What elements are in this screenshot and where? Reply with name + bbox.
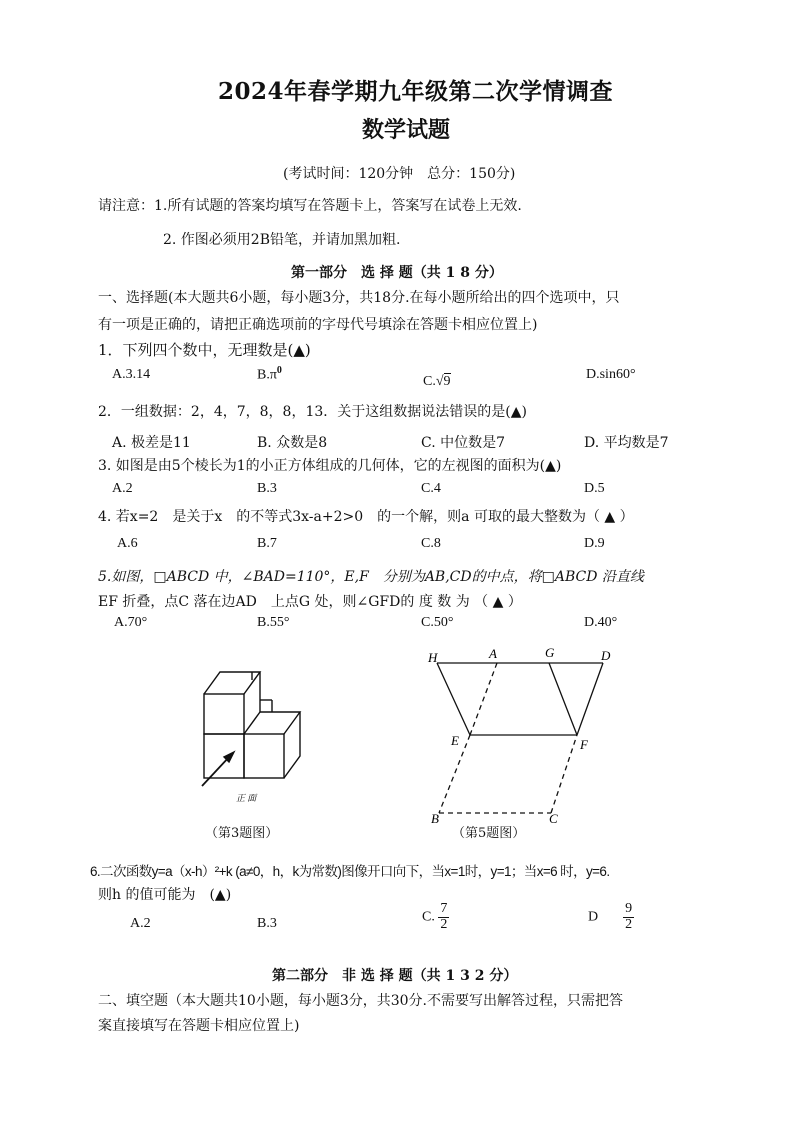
cube-face-bottom-left bbox=[204, 734, 244, 778]
q6-stem-line2: 则h 的值可能为 (▲) bbox=[98, 887, 232, 903]
q5-option-a: A.70° bbox=[114, 615, 148, 630]
q6-option-c-fraction bbox=[438, 902, 449, 932]
q5-option-b: B.55° bbox=[257, 615, 290, 630]
q1-option-c-radicand: 9 bbox=[443, 374, 451, 389]
figure-3-cubes bbox=[190, 660, 330, 810]
view-direction-arrow bbox=[202, 756, 230, 786]
q3-stem: 3. 如图是由5个棱长为1的小正方体组成的几何体，它的左视图的面积为(▲) bbox=[98, 458, 562, 474]
cube-face-top-left bbox=[204, 694, 244, 734]
q5-stem-line2: EF 折叠，点C 落在边AD 上点G 处，则∠GFD的 度 数 为 （ ▲ ） bbox=[98, 594, 522, 610]
q5-stem-line1: 5.如图，□ABCD 中，∠BAD=110°，E,F 分别为AB,CD的中点，将□ABCD 沿直线 bbox=[98, 569, 644, 585]
q1-option-c bbox=[423, 374, 451, 390]
notice-1: 请注意：1.所有试题的答案均填写在答题卡上，答案写在试卷上无效. bbox=[98, 198, 522, 214]
q2-option-d: D. 平均数是7 bbox=[584, 435, 669, 451]
q4-option-c: C.8 bbox=[421, 536, 441, 551]
part2-heading: 第二部分 非 选 择 题（共 1 3 2 分） bbox=[272, 968, 518, 984]
q3-option-b: B.3 bbox=[257, 481, 277, 496]
part2-intro-line2: 案直接填写在答题卡相应位置上) bbox=[98, 1018, 300, 1034]
point-d-label: D bbox=[601, 648, 611, 663]
q1-stem: 1．下列四个数中，无理数是(▲) bbox=[98, 341, 311, 359]
part1-intro-line1: 一、选择题(本大题共6小题，每小题3分，共18分.在每小题所给出的四个选项中，只 bbox=[98, 290, 620, 306]
q3-option-a: A.2 bbox=[112, 481, 133, 496]
figure-5-caption: （第5题图） bbox=[452, 826, 526, 841]
q1-option-b bbox=[257, 365, 282, 384]
q1-option-a: A.3.14 bbox=[112, 367, 151, 382]
q4-option-d: D.9 bbox=[584, 536, 605, 551]
front-view-label: 正 面 bbox=[236, 793, 257, 803]
q6-option-d-fraction bbox=[623, 902, 634, 932]
q1-option-d: D.sin60° bbox=[586, 367, 636, 382]
q1-option-b-exponent: 0 bbox=[276, 365, 282, 376]
part1-heading: 第一部分 选 择 题（共 1 8 分） bbox=[291, 265, 503, 281]
point-b-label: B bbox=[431, 811, 439, 825]
q2-stem: 2．一组数据：2，4，7，8，8，13．关于这组数据说法错误的是(▲) bbox=[98, 404, 527, 420]
q1-option-b-base: B.π bbox=[257, 367, 277, 383]
q6-option-b: B.3 bbox=[257, 916, 277, 931]
point-e-label: E bbox=[451, 733, 459, 748]
q3-option-d: D.5 bbox=[584, 481, 605, 496]
radical-sign-icon: √ bbox=[435, 374, 444, 389]
q4-option-b: B.7 bbox=[257, 536, 277, 551]
q6-option-c-letter: C. bbox=[422, 909, 435, 925]
point-c-label: C bbox=[549, 811, 558, 825]
exam-title: 2024年春学期九年级第二次学情调查 bbox=[218, 78, 614, 105]
q6-option-d-numerator: 9 bbox=[625, 901, 633, 916]
notice-2: 2. 作图必须用2B铅笔，并请加黑加粗. bbox=[163, 232, 401, 248]
figure-3-caption: （第3题图） bbox=[205, 826, 279, 841]
point-g-label: G bbox=[545, 645, 555, 660]
q6-option-a: A.2 bbox=[130, 916, 151, 931]
q6-stem-line1: 6.二次函数y=a（x-h）²+k (a≠0，h，k为常数)图像开口向下，当x=1时，y=1；当x=6 时，y=6. bbox=[90, 864, 610, 879]
figure-5-parallelogram bbox=[425, 645, 620, 825]
exam-info: (考试时间：120分钟 总分：150分) bbox=[283, 166, 516, 182]
point-h-label: H bbox=[428, 650, 438, 665]
q6-option-d-denominator: 2 bbox=[625, 916, 633, 932]
q4-stem: 4. 若x=2 是关于x 的不等式3x-a+2>0 的一个解，则a 可取的最大整数为（ ▲ ） bbox=[98, 509, 634, 525]
q6-option-d-letter: D bbox=[588, 909, 599, 925]
q6-option-c bbox=[422, 902, 449, 932]
point-f-label: F bbox=[580, 737, 588, 752]
cube-face-bottom-right bbox=[244, 734, 284, 778]
q4-option-a: A.6 bbox=[117, 536, 138, 551]
part1-intro-line2: 有一项是正确的，请把正确选项前的字母代号填涂在答题卡相应位置上) bbox=[98, 317, 538, 333]
q2-option-b: B. 众数是8 bbox=[257, 435, 328, 451]
point-a-label: A bbox=[489, 646, 497, 661]
q2-option-a: A. 极差是11 bbox=[112, 435, 191, 451]
exam-subtitle: 数学试题 bbox=[362, 117, 451, 143]
q6-option-c-numerator: 7 bbox=[440, 901, 448, 916]
q5-option-d: D.40° bbox=[584, 615, 618, 630]
q2-option-c: C. 中位数是7 bbox=[421, 435, 506, 451]
q6-option-d bbox=[588, 902, 634, 932]
q3-option-c: C.4 bbox=[421, 481, 441, 496]
q5-option-c: C.50° bbox=[421, 615, 454, 630]
part2-intro-line1: 二、填空题（本大题共10小题，每小题3分，共30分.不需要写出解答过程，只需把答 bbox=[98, 993, 623, 1009]
q1-option-c-letter: C. bbox=[423, 374, 436, 389]
q6-option-c-denominator: 2 bbox=[440, 916, 448, 932]
